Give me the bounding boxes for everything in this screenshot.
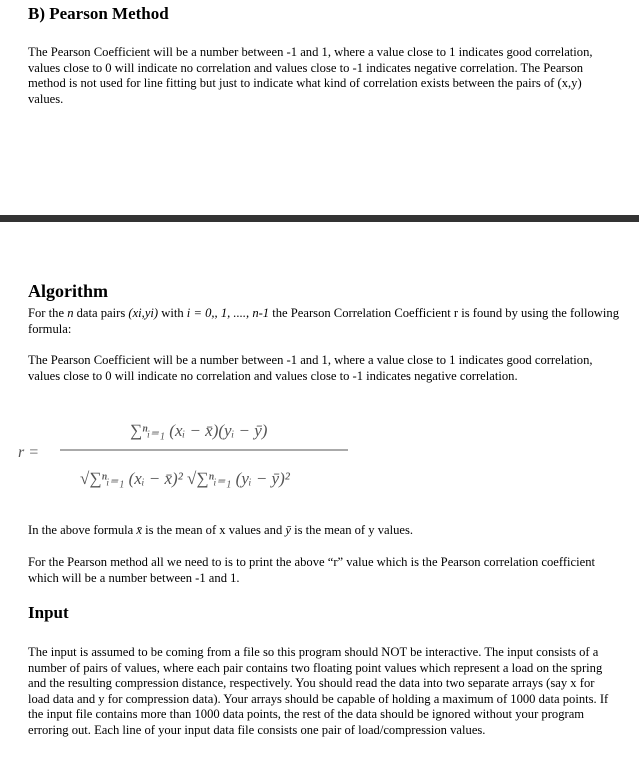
formula-numerator: ∑ⁿᵢ₌₁ (xᵢ − x̄)(yᵢ − ȳ) (130, 421, 268, 440)
input-paragraph: The input is assumed to be coming from a file so this program should NOT be interactive. The input consists of a number of pairs of values, where each pair contains two floating point values which represent a load on the spring and the resulting compression distance, respectively. You should read the data into two separate arrays (say x for load data and y for compression data). Your arrays should be capable of holding a maximum of 1000 data points. If the input file contains more than 1000 data points, the rest of the data should be ignored without your program erroring out. Each line of your input data file consists one pair of load/compression values. (28, 645, 609, 737)
algorithm-intro: For the n data pairs (xi,yi) with i = 0,, 1, ...., n-1 the Pearson Correlation Coefficient r is found by using the following formula: (28, 306, 619, 336)
section-b-title: B) Pearson Method (28, 4, 169, 23)
algorithm-paragraph-3: For the Pearson method all we need to is to print the above “r” value which is the Pearson correlation coefficient which will be a number between -1 and 1. (28, 555, 596, 585)
x-bar-symbol: x̄ (136, 523, 142, 537)
mean-explanation: In the above formula x̄ is the mean of x values and ȳ is the mean of y values. (28, 523, 414, 537)
pearson-formula (18, 410, 358, 500)
section-b-paragraph: The Pearson Coefficient will be a number between -1 and 1, where a value close to 1 indicates good correlation, values close to 0 will indicate no correlation and values close to -1 indicates negative correlation. The Pearson method is not used for line fitting but just to indicate what kind of correlation exists between the pairs of (x,y) values. (28, 45, 593, 106)
formula-lhs: r = (18, 444, 40, 461)
input-title: Input (28, 603, 69, 622)
y-bar-symbol: ȳ (285, 523, 291, 537)
section-divider (0, 215, 639, 222)
algorithm-paragraph-2: The Pearson Coefficient will be a number between -1 and 1, where a value close to 1 indicates good correlation, values close to 0 will indicate no correlation and values close to -1 indicates negative correlation. (28, 353, 593, 383)
formula-denominator: √∑ⁿᵢ₌₁ (xᵢ − x̄)² √∑ⁿᵢ₌₁ (yᵢ − ȳ)² (80, 469, 290, 488)
algorithm-title: Algorithm (28, 281, 108, 301)
